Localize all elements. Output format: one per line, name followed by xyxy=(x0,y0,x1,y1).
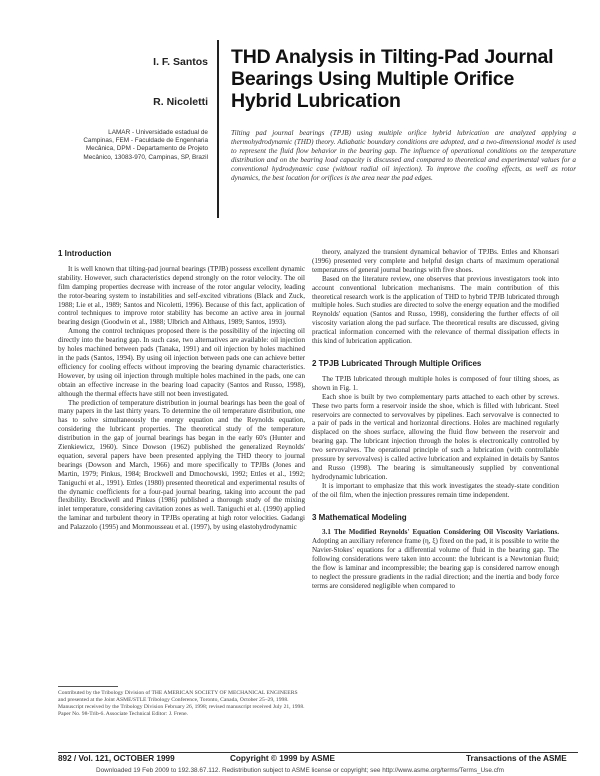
abstract: Tilting pad journal bearings (TPJB) using multiple orifice hybrid lubrication are analyzed applying a thermohydrodynamic (THD) theory. Adiabatic boundary conditions are adopted, and a two-dimensional model is used to represent the fluid flow behavior in the bearing gap. The influence of operational conditions on the temperature distribution and on the bearing load capacity is discussed and compared to theoretical and experimental values for a conventional hydrodynamic case (without radial oil injection). To improve the cooling effects, as well as rotor dynamics, the best location for orifices is the area near the pad edges. xyxy=(231,129,576,182)
authors-block xyxy=(58,56,208,108)
paragraph: It is important to emphasize that this work investigates the steady-state condition of the oil film, when the injection pressures remain time independent. xyxy=(312,481,559,499)
paragraph: theory, analyzed the transient dynamical behavior of TPJBs. Ettles and Khonsari (1996) presented very complete and helpful design charts of maximum operational temperatures of general journal bearings with five shoes. xyxy=(312,248,559,274)
affiliation: LAMAR - Universidade estadual de Campinas, FEM - Faculdade de Engenharia Mecânica, DPM - Departamento de Projeto Mecânico, 13083-970, Campinas, SP, Brazil xyxy=(83,129,208,161)
footnote: Contributed by the Tribology Division of THE AMERICAN SOCIETY OF MECHANICAL ENGINEERS and presented at the Joint ASME/STLE Tribology Conference, Toronto, Canada, October 25–29, 1998. Manuscript received by the Tribology Division February 26, 1998; revised manuscript received July 21, 1998. Paper No. 98-Trib-6. Associate Technical Editor: J. Frene. xyxy=(58,690,305,717)
paragraph: The TPJB lubricated through multiple holes is composed of four tilting shoes, as shown in Fig. 1. xyxy=(312,374,559,392)
footer-journal: 892 / Vol. 121, OCTOBER 1999 xyxy=(58,754,175,763)
paper-title: THD Analysis in Tilting-Pad Journal Bearings Using Multiple Orifice Hybrid Lubrication xyxy=(231,46,554,112)
paragraph: Among the control techniques proposed there is the possibility of the injecting oil directly into the bearing gap. In such case, two alternatives are available: oil injection by holes machined between pads (Tanaka, 1991) and oil injection by holes machined in the pads (Santos, 1994). By using oil injection between pads one can achieve better efficiency for cooling effects without improving the bearing dynamic characteristics. However, by using oil injection through multiple holes machined in the pads, one can obtain an effective increase in the bearing load capacity (Santos and Russo, 1998), although the thermal effects have still not been investigated. xyxy=(58,327,305,398)
paragraph xyxy=(312,528,559,590)
paragraph: Each shoe is built by two complementary parts attached to each other by screws. These two parts form a reservoir inside the shoe, which is filled with lubricant. Steel reservoirs are connected to servovalves by pipelines. Each servovalve is connected to a pair of pads in the vertical and horizontal directions. Holes are machined regularly displaced on the shoes surface, allowing the fluid flow between the reservoir and bearing gap. The lubricant injection through the holes is electronically controlled by two servovalves. The operational principle of such a lubrication (with controllable pressure by servovalves) is called active lubrication and explained in details by Santos and Russo (1998). The bearing is simultaneously supplied by conventional hydrodynamic lubrication. xyxy=(312,392,559,481)
footer-rule xyxy=(58,752,578,753)
section-heading: 2 TPJB Lubricated Through Multiple Orifices xyxy=(312,358,482,368)
download-notice: Downloaded 19 Feb 2009 to 192.38.67.112. Redistribution subject to ASME license or copyright; see http://www.asme.org/terms/Terms_Use.cfm xyxy=(95,767,505,774)
footer-publication: Transactions of the ASME xyxy=(466,754,567,763)
paragraph: The prediction of temperature distribution in journal bearings has been the goal of many papers in the last thirty years. To determine the oil temperature distribution, one has to solve simultaneously the energy equation and the Reynolds equation, considering the lubricant properties. The theoretical study of the temperature distribution in the gap of journal bearings has began in the early 60's (Hunter and Zienkiewicz, 1960). Since Dowson (1962) published the generalized Reynolds' equation, several papers have been presented applying the THD theory to journal bearings (Dowson and March, 1966) and more specifically to TPJBs (Jones and Martin, 1979; Pinkus, 1984; Brockwell and Dmochowski, 1992; Ettles et al., 1992; Taniguchi et al., 1991). Ettles (1980) presented theoretical and experimental results of the dynamic coefficients for a four-pad journal bearing, taking into account the pad flexibility. Brockwell and Pinkus (1986) published a thorough study of the mixing inlet temperature, considering cavitation zones as well. Taniguchi et al. (1990) applied the laminar and turbulent theory in TPJBs operating at high rotor velocities. Gadangi and Palazzolo (1995) and Monmousseau et al. (1997), by using elastohydrodynamic xyxy=(58,398,305,532)
section-heading: 1 Introduction xyxy=(58,249,112,258)
paragraph: Based on the literature review, one observes that previous investigators took into account conventional lubrication mechanisms. The main contribution of this theoretical research work is the application of THD to hybrid TPJB lubricated through multiple holes. Such studies are directed to solve the energy equation and the modified Reynolds' equation (Santos and Russo, 1998), considering the further effects of oil viscosity variation along the pad surface. The theoretical results are discussed, giving practical information concerned with the relevance of thermal dissipation effects in this kind of lubrication application. xyxy=(312,274,559,346)
title-divider xyxy=(217,40,219,218)
author-name: R. Nicoletti xyxy=(153,96,208,108)
left-column xyxy=(58,248,305,532)
footnote-rule xyxy=(58,686,118,687)
subsection-heading: 3.1 The Modified Reynolds' Equation Considering Oil Viscosity Variations. xyxy=(322,528,559,537)
paragraph-text: Adopting an auxiliary reference frame (η, ξ) fixed on the pad, it is possible to write the Navier-Stokes' equations for a differential volume of fluid in the bearing gap. The following considerations were taken into account: the lubricant is a Newtonian fluid; the flow is laminar and incompressible; the bearing gap is considered narrow enough to neglect the pressure gradients in the radial direction; and the inertia and body force terms are considered negligible when compared to xyxy=(312,537,559,590)
section-heading: 3 Mathematical Modeling xyxy=(312,512,407,522)
author-name: I. F. Santos xyxy=(153,56,208,68)
paragraph: It is well known that tilting-pad journal bearings (TPJB) possess excellent dynamic stability. However, such characteristics depend strongly on the rotor velocity. The oil film damping properties decrease with increase of the rotor angular velocity, leading the rotor-bearing system to instabilities and self-excited vibrations (Black and Zuck, 1988; Lie et al., 1989; Santos and Nicoletti, 1996). Because of this fact, application of control techniques to improve rotor stability has become an active area in journal bearing design (Goodwin et al., 1988; Ulbrich and Althaus, 1989; Santos, 1993). xyxy=(58,264,305,327)
footer-copyright: Copyright © 1999 by ASME xyxy=(230,754,335,763)
right-column xyxy=(312,248,559,591)
